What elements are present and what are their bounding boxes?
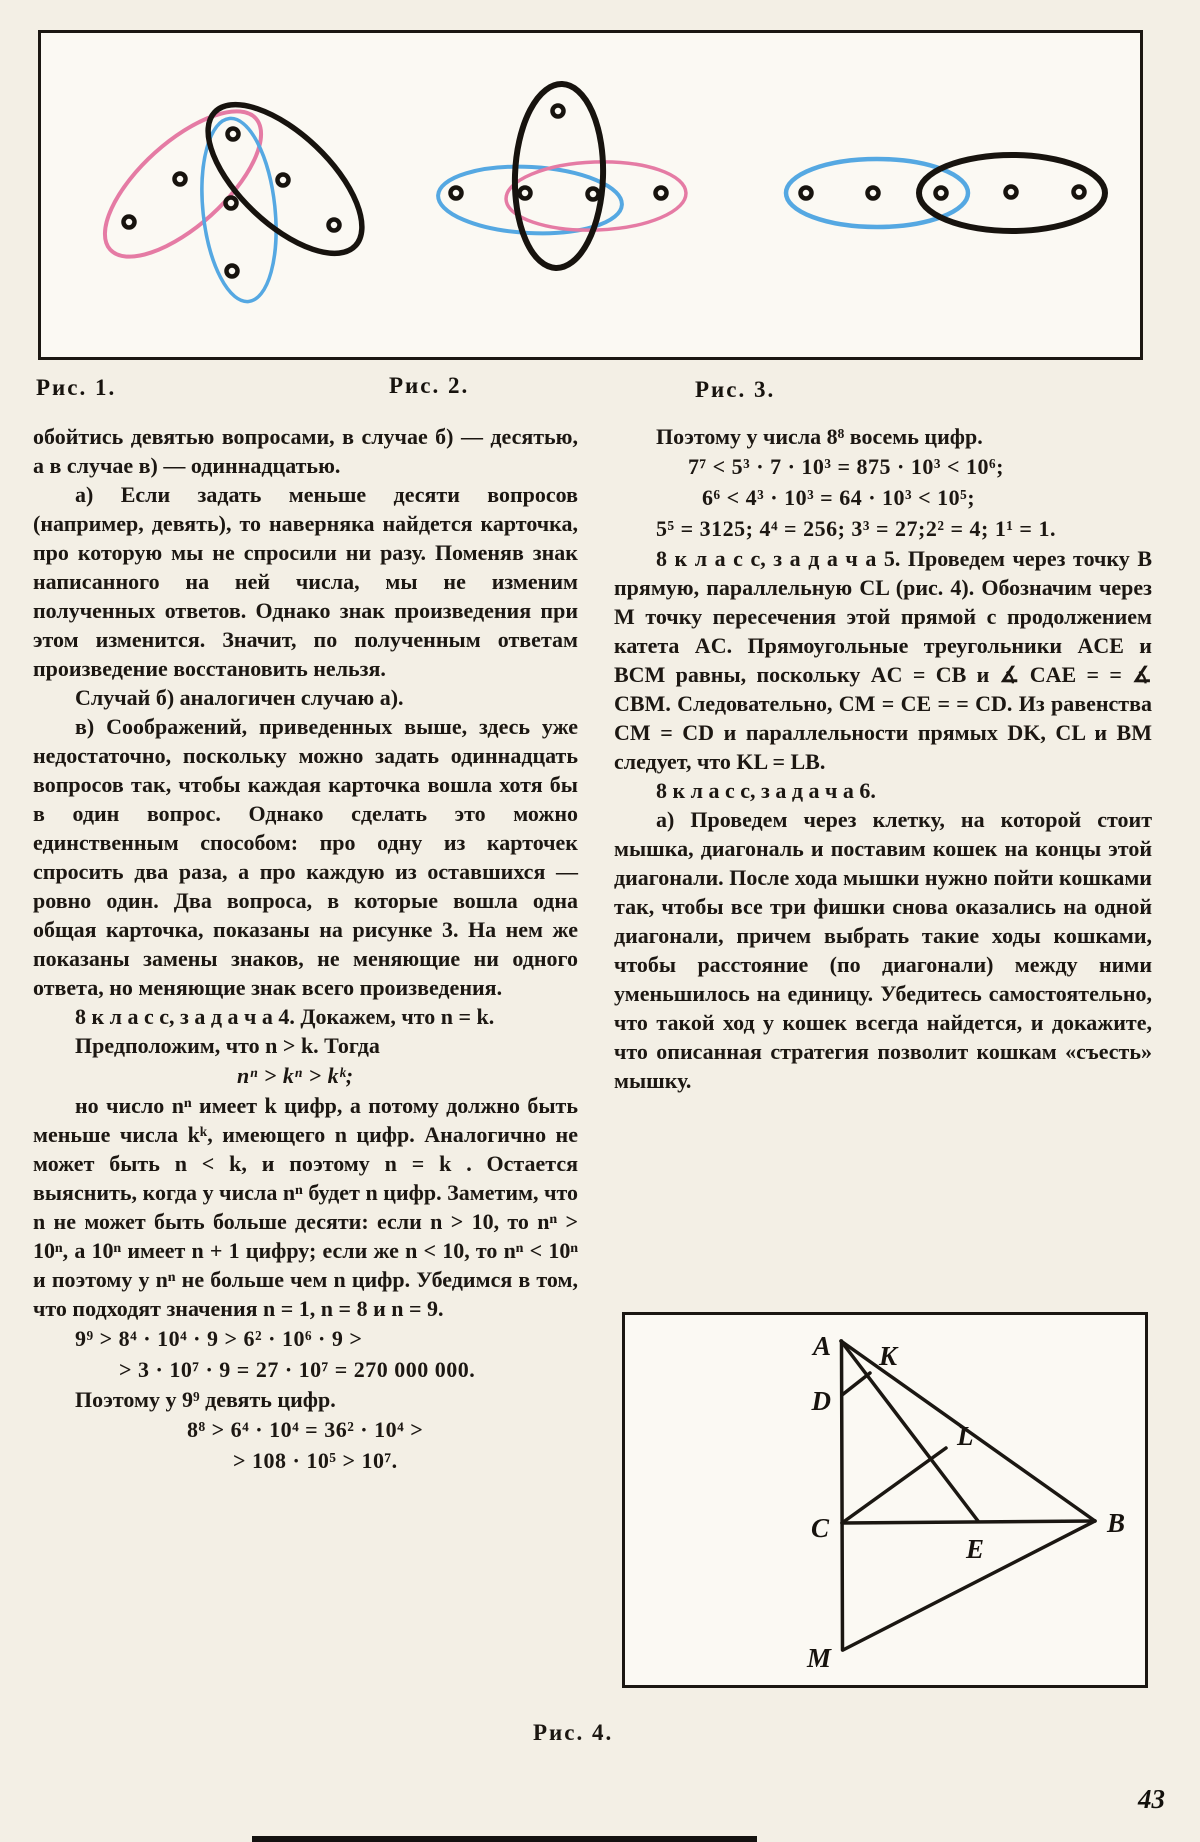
paragraph: обойтись девятью вопросами, в случае б) — десятью, а в случае в) — одиннадцатью.: [33, 424, 578, 478]
fig4-svg: [625, 1315, 1145, 1685]
dot: [175, 174, 186, 185]
formula-small-powers: 5⁵ = 3125; 4⁴ = 256; 3³ = 27;2² = 4; 1¹ = 1.: [656, 516, 1056, 541]
formula-8-power-cont: > 108 · 10⁵ > 10⁷.: [233, 1448, 398, 1473]
dot: [656, 188, 667, 199]
dot: [553, 106, 564, 117]
page-number: 43: [1138, 1784, 1165, 1814]
task5-paragraph: 8 к л а с с, з а д а ч а 5. Проведем через точку B прямую, параллельную CL (рис. 4). Обозначим через M точку пересечения этой прямой с продолжением катета AC. Прямоугольные треугольники ACE и BCM равны, поскольку AC = CB и ∡ CAE = = ∡ CBM. Следовательно, CM = CE = = CD. Из равенства CM = CD и параллельности прямых DK, CL и BM следует, что KL = LB.: [614, 546, 1152, 774]
paragraph: но число nⁿ имеет k цифр, а потому должно быть меньше числа kᵏ, имеющего n цифр. Аналогично не может быть n < k, и поэтому n = k . Остается выяснить, когда у числа nⁿ будет n цифр. Заметим, что n не может быть больше десяти: если n > 10, то nⁿ > 10ⁿ, а 10ⁿ имеет n + 1 цифру; если же n < 10, то nⁿ < 10ⁿ и поэтому у nⁿ не больше чем n цифр. Убедимся в том, что подходят значения n = 1, n = 8 и n = 9.: [33, 1093, 578, 1321]
dot: [936, 188, 947, 199]
venn-diagram-1: [82, 80, 386, 306]
formula-9-power-cont: > 3 · 10⁷ · 9 = 27 · 10⁷ = 270 000 000.: [119, 1357, 476, 1382]
dot: [520, 188, 531, 199]
venn-diagrams-svg: [41, 33, 1140, 357]
dot: [868, 188, 879, 199]
venn-diagram-3: [786, 155, 1105, 231]
dot: [1074, 187, 1085, 198]
label-M: M: [806, 1643, 831, 1673]
formula-nn-kn-kk: nⁿ > kⁿ > kᵏ;: [237, 1063, 354, 1088]
line-AM: [842, 1341, 843, 1650]
dot: [124, 217, 135, 228]
label-D: D: [811, 1386, 831, 1416]
dot: [278, 175, 289, 186]
dot: [226, 198, 237, 209]
fig4-caption: Рис. 4.: [533, 1720, 614, 1745]
label-L: L: [957, 1421, 974, 1451]
dot: [227, 266, 238, 277]
dot: [451, 188, 462, 199]
task4-heading: 8 к л а с с, з а д а ч а 4. Докажем, что n = k.: [75, 1004, 495, 1029]
venn2-dots: [451, 106, 667, 200]
line-CL: [842, 1448, 946, 1523]
formula-6-power: 6⁶ < 4³ · 10³ = 64 · 10³ < 10⁵;: [702, 485, 976, 510]
top-figure-box: [38, 30, 1143, 360]
paragraph: в) Соображений, приведенных выше, здесь уже недостаточно, поскольку можно задать одиннадцать вопросов так, чтобы каждая карточка вошла хотя бы в один вопрос. Однако сделать это можно единственным способом: про одну из карточек спросить два раза, а про каждую из оставшихся — ровно один. Два вопроса, в которые вошла одна общая карточка, показаны на рисунке 3. На нем же показаны замены знаков, не меняющие ни одного ответа, но меняющие знак всего произведения.: [33, 714, 578, 1000]
right-column: [614, 422, 1152, 1095]
dot: [1006, 187, 1017, 198]
line-DK: [842, 1373, 870, 1395]
left-column: [33, 422, 578, 1476]
fig4-box: [622, 1312, 1148, 1688]
line-CB: [842, 1521, 1095, 1523]
paragraph: Поэтому у 9⁹ девять цифр.: [75, 1387, 336, 1412]
dot: [801, 188, 812, 199]
formula-8-power: 8⁸ > 6⁴ · 10⁴ = 36² · 10⁴ >: [187, 1417, 424, 1442]
fig3-caption: Рис. 3.: [695, 377, 776, 402]
paragraph: Предположим, что n > k. Тогда: [75, 1033, 380, 1058]
label-C: C: [810, 1513, 829, 1543]
venn-diagram-2: [436, 83, 687, 270]
fig2-caption: Рис. 2.: [389, 373, 470, 398]
paragraph: Поэтому у числа 8⁸ восемь цифр.: [656, 424, 983, 449]
label-K: K: [879, 1341, 898, 1371]
dot: [228, 129, 239, 140]
fig1-caption: Рис. 1.: [36, 375, 117, 400]
fig4-lines: [841, 1341, 1095, 1650]
paragraph: а) Если задать меньше десяти вопросов (например, девять), то наверняка найдется карточка, про которую мы не спросили ни разу. Поменяв знак написанного на ней числа, мы не изменим полученных ответов. Однако знак произведения при этом изменится. Значит, по полученным ответам произведение восстановить нельзя.: [33, 482, 578, 681]
formula-9-power: 9⁹ > 8⁴ · 10⁴ · 9 > 6² · 10⁶ · 9 >: [75, 1326, 363, 1351]
scan-edge-artifact: [252, 1836, 757, 1842]
label-A: A: [812, 1331, 831, 1361]
paragraph: а) Проведем через клетку, на которой стоит мышка, диагональ и поставим кошек на концы этой диагонали. После хода мышки нужно пойти кошками так, чтобы все три фишки снова оказались на одной диагонали, причем выбрать такие ходы кошками, чтобы расстояние (по диагонали) между ними уменьшилось на единицу. Убедитесь самостоятельно, что такой ход у кошек всегда найдется, и докажите, что описанная стратегия позволит кошкам «съесть» мышку.: [614, 807, 1152, 1093]
label-B: B: [1107, 1508, 1126, 1538]
paragraph: Случай б) аналогичен случаю а).: [75, 685, 404, 710]
dot: [588, 189, 599, 200]
venn3-dots: [801, 187, 1085, 199]
task6-heading: 8 к л а с с, з а д а ч а 6.: [656, 778, 876, 803]
label-E: E: [965, 1534, 985, 1564]
formula-7-power: 7⁷ < 5³ · 7 · 10³ = 875 · 10³ < 10⁶;: [688, 454, 1004, 479]
dot: [329, 220, 340, 231]
